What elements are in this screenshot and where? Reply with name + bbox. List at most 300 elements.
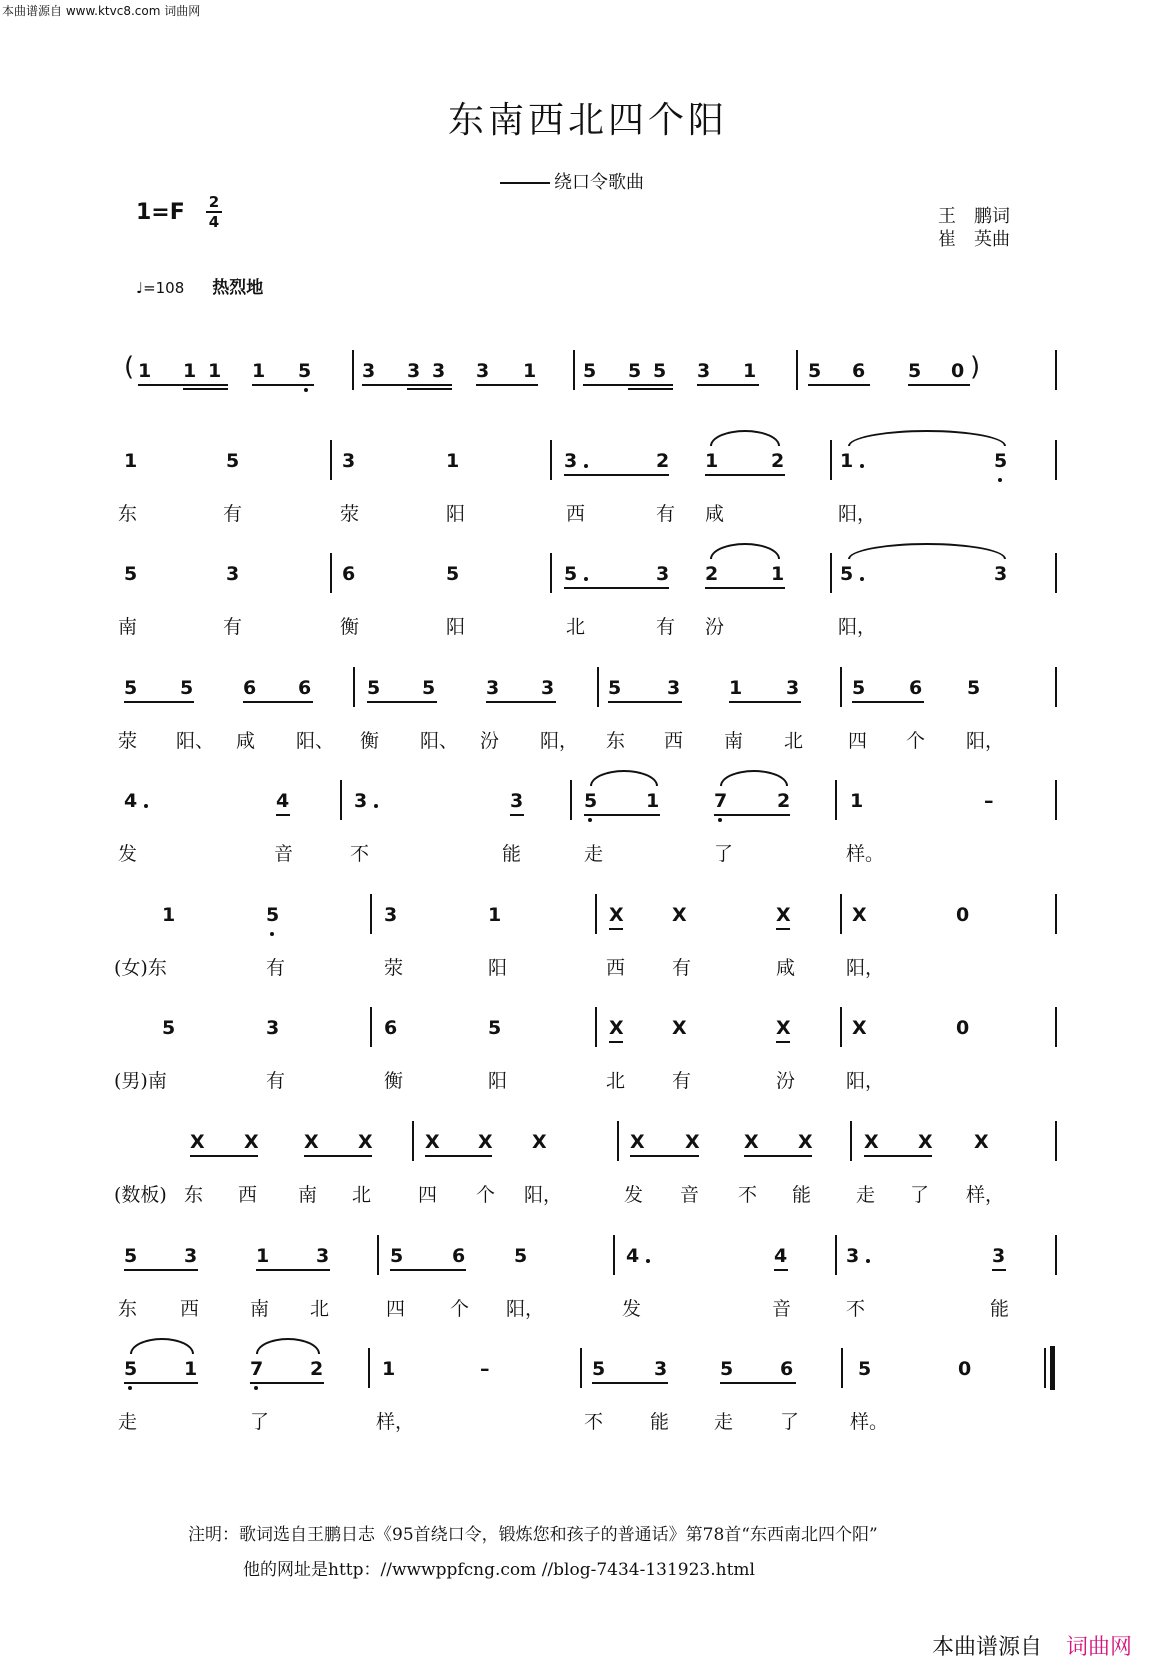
lyric: 有 [266,1070,286,1092]
composer: 崔 英曲 [938,229,1010,250]
note: 5 [266,904,280,926]
note: 1 [646,790,660,812]
note: 3 [992,1245,1006,1267]
bar-line [412,1121,414,1161]
augmentation-dot [144,804,148,808]
note: 2 [310,1358,324,1380]
lyric: 有 [672,957,692,979]
key-signature: 1=F [136,200,185,225]
bar-line [1055,553,1057,593]
note: 5 [608,677,622,699]
lyric: 南 [118,616,138,638]
lyric: 阳， [966,730,1005,752]
note: 5 [583,360,597,382]
slur [848,543,1006,559]
note: X [864,1131,879,1153]
lyric: 西 [664,730,684,752]
note: 4 [124,790,138,812]
lyric: 东 [118,1298,138,1320]
bar-line [368,1348,370,1388]
underline [992,1269,1006,1271]
lyric: 北 [566,616,586,638]
lyric: 阳 [488,957,508,979]
bar-line [570,780,572,820]
note: 3 [362,360,376,382]
note: 3 [656,563,670,585]
underline [628,388,673,390]
bar-line [1055,894,1057,934]
underline [729,701,801,703]
underline [425,1155,492,1157]
underline [864,1155,932,1157]
octave-dot-below [254,1386,258,1390]
note: 3 [697,360,711,382]
augmentation-dot [646,1259,650,1263]
note: 5 [367,677,381,699]
note: 1 [138,360,152,382]
lyric: 不 [584,1411,604,1433]
lyric: 音 [274,843,294,865]
note: 5 [653,360,667,382]
lyric: 了 [250,1411,270,1433]
octave-dot-below [718,818,722,822]
note: X [244,1131,259,1153]
lyric: 东 [606,730,626,752]
underline [908,384,970,386]
bar-line [830,440,832,480]
note: 5 [908,360,922,382]
lyric: 阳 [446,503,466,525]
dash [500,182,550,184]
underline [510,814,524,816]
lyric: 不 [350,843,370,865]
note: 5 [162,1017,176,1039]
bar-line [835,1235,837,1275]
note: X [852,904,867,926]
note: 3 [316,1245,330,1267]
note: 1 [162,904,176,926]
note: 1 [705,450,719,472]
augmentation-dot [584,577,588,581]
bar-line [1055,667,1057,707]
note: 1 [729,677,743,699]
lyric: 北 [310,1298,330,1320]
note: X [974,1131,989,1153]
lyric: 衡 [340,616,360,638]
lyric: 咸 [705,503,725,525]
note: 3 [407,360,421,382]
bar-line [370,894,372,934]
underline [774,1269,788,1271]
note: 5 [488,1017,502,1039]
note: – [984,790,994,812]
lyric: 不 [846,1298,866,1320]
note: X [672,1017,687,1039]
lyric: 荥 [384,957,404,979]
bar-line [573,350,575,390]
augmentation-dot [860,577,864,581]
bar-line [840,894,842,934]
underline [720,1382,796,1384]
bar-line [595,1007,597,1047]
bar-line [617,1121,619,1161]
note: X [478,1131,493,1153]
note: X [685,1131,700,1153]
underline [276,814,290,816]
lyric: 走 [714,1411,734,1433]
underline [124,1382,198,1384]
time-top: 2 [208,193,220,211]
lyric: 荥 [340,503,360,525]
lyric: 了 [910,1184,930,1206]
lyric: 了 [780,1411,800,1433]
lyric: 西 [180,1298,200,1320]
lyric: 音 [680,1184,700,1206]
note: 5 [592,1358,606,1380]
underline [705,587,785,589]
note: 6 [452,1245,466,1267]
lyric: 南 [250,1298,270,1320]
note: 1 [124,450,138,472]
note: 5 [124,563,138,585]
underline [609,928,623,930]
bar-line [841,1348,843,1388]
underline [564,474,669,476]
lyric: (男)南 [114,1070,167,1092]
underline [583,384,673,386]
lyric: 南 [298,1184,318,1206]
slur [848,430,1006,446]
note: 3 [266,1017,280,1039]
lyric: 北 [352,1184,372,1206]
note: 0 [951,360,965,382]
note: 5 [564,563,578,585]
bar-line [353,667,355,707]
note: 5 [180,677,194,699]
underline [705,474,785,476]
lyric: 东 [184,1184,204,1206]
note: 3 [432,360,446,382]
note: 4 [774,1245,788,1267]
lyric: 汾 [480,730,500,752]
augmentation-dot [374,804,378,808]
note: 1 [743,360,757,382]
note: 5 [994,450,1008,472]
note: 5 [124,1245,138,1267]
footer-brand: 本曲谱源自 [932,1635,1043,1660]
lyric: 有 [656,503,676,525]
note: X [425,1131,440,1153]
note: 5 [226,450,240,472]
underline [592,1382,668,1384]
octave-dot-below [128,1386,132,1390]
lyric: 咸 [236,730,256,752]
underline [476,384,538,386]
note: 5 [967,677,981,699]
lyric: 有 [672,1070,692,1092]
note: 3 [486,677,500,699]
underline [608,701,682,703]
lyric: 样， [376,1411,415,1433]
lyric: (数板) [114,1184,167,1206]
underline [714,814,790,816]
lyric: 阳， [846,957,885,979]
note: 5 [298,360,312,382]
note: X [672,904,687,926]
slur [130,1338,194,1354]
note: 1 [208,360,222,382]
lyric: 阳 [488,1070,508,1092]
lyric: 发 [622,1298,642,1320]
note: 6 [342,563,356,585]
note: 5 [390,1245,404,1267]
lyric: 个 [476,1184,496,1206]
bar-line [550,440,552,480]
time-bottom: 4 [208,213,220,231]
note: 2 [771,450,785,472]
note: X [776,904,791,926]
lyric: 汾 [776,1070,796,1092]
expression: 热烈地 [212,278,264,298]
note: 3 [184,1245,198,1267]
augmentation-dot [866,1259,870,1263]
footnote-url: 他的网址是http：//wwwppfcng.com //blog-7434-131923.html [243,1560,755,1580]
final-barline [1050,1346,1055,1390]
underline [256,1269,330,1271]
lyric: 西 [566,503,586,525]
note: 4 [276,790,290,812]
bar-line [377,1235,379,1275]
bar-line [595,894,597,934]
note: 3 [564,450,578,472]
underline [584,814,660,816]
note: 1 [446,450,460,472]
lyric: 荥 [118,730,138,752]
note: 6 [384,1017,398,1039]
note: 3 [384,904,398,926]
lyric: 阳， [838,503,877,525]
note: 5 [852,677,866,699]
lyric: 阳、 [176,730,215,752]
octave-dot-below [304,388,308,392]
lyric: 能 [792,1184,812,1206]
octave-dot-below [998,478,1002,482]
bar-line [835,780,837,820]
underline [250,1382,324,1384]
note: X [532,1131,547,1153]
bar-line [840,667,842,707]
note: 2 [777,790,791,812]
note: 1 [256,1245,270,1267]
note: X [744,1131,759,1153]
note: 1 [771,563,785,585]
final-barline-thin [1044,1348,1046,1388]
lyric: 四 [848,730,868,752]
lyric: 个 [906,730,926,752]
note: 0 [956,1017,970,1039]
note: 3 [342,450,356,472]
note: 1 [850,790,864,812]
underline [630,1155,699,1157]
bar-line [597,667,599,707]
note: X [630,1131,645,1153]
note: X [358,1131,373,1153]
note: 3 [476,360,490,382]
bar-line [1055,350,1057,390]
note: 3 [541,677,555,699]
lyric: 样， [966,1184,1005,1206]
augmentation-dot [860,464,864,468]
slur [710,430,780,446]
lyric: 西 [606,957,626,979]
note: 5 [840,563,854,585]
underline [243,701,313,703]
subtitle-text: 绕口令歌曲 [554,172,644,193]
bar-line [370,1007,372,1047]
slur [590,770,658,786]
lyric: 东 [118,503,138,525]
lyric: 有 [266,957,286,979]
note: 6 [780,1358,794,1380]
note: 1 [382,1358,396,1380]
bar-line [330,553,332,593]
lyric: 四 [418,1184,438,1206]
note: 1 [840,450,854,472]
bar-line [1055,1121,1057,1161]
time-signature [206,194,222,230]
note: 1 [184,1358,198,1380]
bar-line [340,780,342,820]
note: 3 [510,790,524,812]
lyric: 阳， [838,616,877,638]
lyric: 能 [990,1298,1010,1320]
lyric: 能 [650,1411,670,1433]
octave-dot-below [270,932,274,936]
note: 0 [956,904,970,926]
underline [362,384,452,386]
octave-dot-below [588,818,592,822]
note: 5 [628,360,642,382]
lyric: 阳、 [296,730,335,752]
augmentation-dot [584,464,588,468]
note: 3 [226,563,240,585]
bar-line [830,553,832,593]
note: – [480,1358,490,1380]
lyric: 北 [784,730,804,752]
note: 3 [654,1358,668,1380]
note: X [609,904,624,926]
note: 3 [846,1245,860,1267]
note: X [852,1017,867,1039]
lyric: (女)东 [114,957,167,979]
note: 5 [124,1358,138,1380]
lyric: 发 [624,1184,644,1206]
footer-site-link[interactable]: 词曲网 [1066,1635,1133,1660]
lyric: 北 [606,1070,626,1092]
slur [710,543,780,559]
lyric: 南 [724,730,744,752]
lyricist: 王 鹏词 [938,206,1010,227]
note: 3 [786,677,800,699]
note: X [776,1017,791,1039]
underline [852,701,924,703]
note: X [304,1131,319,1153]
lyric: 了 [714,843,734,865]
intro-close-paren: ) [970,352,981,382]
slur [256,1338,320,1354]
bar-line [550,553,552,593]
note: 1 [523,360,537,382]
note: 5 [422,677,436,699]
lyric: 衡 [384,1070,404,1092]
bar-line [1055,1235,1057,1275]
bar-line [330,440,332,480]
underline [390,1269,466,1271]
note: 6 [298,677,312,699]
note: 7 [250,1358,264,1380]
underline [367,701,437,703]
note: 6 [909,677,923,699]
lyric: 四 [386,1298,406,1320]
lyric: 西 [238,1184,258,1206]
bar-line [352,350,354,390]
tempo-value: ♩=108 [136,279,185,297]
note: 3 [994,563,1008,585]
lyric: 个 [450,1298,470,1320]
note: 4 [626,1245,640,1267]
lyric: 走 [856,1184,876,1206]
underline [564,587,669,589]
lyric: 汾 [705,616,725,638]
lyric: 阳， [524,1184,563,1206]
tempo [136,273,263,298]
underline [183,388,228,390]
bar-line [613,1235,615,1275]
note: 7 [714,790,728,812]
note: 3 [667,677,681,699]
underline [407,388,452,390]
lyric: 有 [223,503,243,525]
underline [486,701,556,703]
underline [776,1041,790,1043]
bar-line [580,1348,582,1388]
lyric: 不 [738,1184,758,1206]
lyric: 衡 [360,730,380,752]
note: 5 [858,1358,872,1380]
footnote-text: 注明：歌词选自王鹏日志《95首绕口令，锻炼您和孩子的普通话》第78首“东西南北四个阳” [188,1525,878,1545]
lyric: 走 [584,843,604,865]
bar-line [840,1007,842,1047]
underline [190,1155,258,1157]
note: 5 [808,360,822,382]
note: 1 [183,360,197,382]
underline [124,701,194,703]
watermark: 本曲谱源自 www.ktvc8.com 词曲网 [2,4,201,18]
lyric: 阳、 [420,730,459,752]
note: 3 [354,790,368,812]
note: 5 [514,1245,528,1267]
lyric: 音 [772,1298,792,1320]
underline [138,384,228,386]
lyric: 阳， [506,1298,545,1320]
note: 5 [584,790,598,812]
note: X [798,1131,813,1153]
note: 5 [124,677,138,699]
lyric: 咸 [776,957,796,979]
underline [304,1155,372,1157]
page-title: 东南西北四个阳 [447,100,728,141]
note: 6 [243,677,257,699]
